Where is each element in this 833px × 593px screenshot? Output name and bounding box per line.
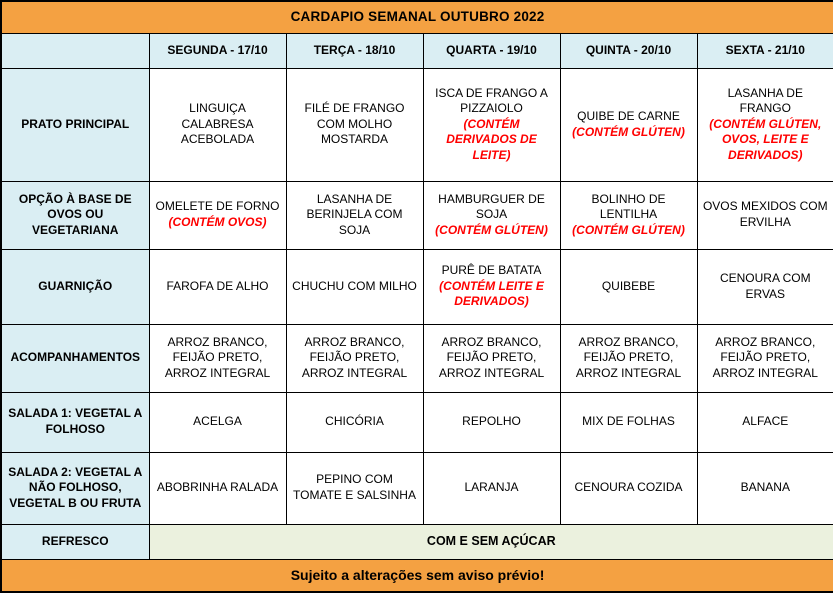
row-label: ACOMPANHAMENTOS bbox=[1, 324, 149, 392]
menu-item-text: OMELETE DE FORNO bbox=[155, 199, 280, 214]
menu-cell bbox=[423, 452, 560, 524]
menu-row-guarnicao bbox=[1, 249, 833, 324]
menu-cell bbox=[149, 324, 286, 392]
row-label: SALADA 1: VEGETAL A FOLHOSO bbox=[1, 392, 149, 452]
menu-cell bbox=[697, 452, 833, 524]
menu-cell bbox=[149, 392, 286, 452]
menu-item-text: PEPINO COM TOMATE E SALSINHA bbox=[293, 472, 416, 502]
menu-row-salada-1-vegetal-a-folhoso bbox=[1, 392, 833, 452]
menu-item-text: ALFACE bbox=[742, 414, 789, 429]
menu-item-text: CENOURA COZIDA bbox=[574, 480, 683, 495]
allergen-note: (CONTÉM GLÚTEN) bbox=[572, 222, 685, 237]
day-header-row bbox=[1, 33, 833, 68]
menu-row-opcao-a-base-de-ovos-ou-vegetariana bbox=[1, 181, 833, 249]
menu-cell bbox=[286, 68, 423, 181]
footer-row bbox=[1, 559, 833, 592]
row-label: OPÇÃO À BASE DE OVOS OU VEGETARIANA bbox=[1, 181, 149, 249]
menu-cell bbox=[423, 324, 560, 392]
corner-cell bbox=[1, 33, 149, 68]
menu-cell bbox=[560, 392, 697, 452]
menu-cell bbox=[560, 181, 697, 249]
allergen-note: (CONTÉM OVOS) bbox=[168, 215, 267, 229]
menu-item-text: MIX DE FOLHAS bbox=[582, 414, 675, 429]
menu-cell bbox=[697, 181, 833, 249]
menu-row-acompanhamentos bbox=[1, 324, 833, 392]
row-label: SALADA 2: VEGETAL A NÃO FOLHOSO, VEGETAL B OU FRUTA bbox=[1, 452, 149, 524]
menu-item-text: BANANA bbox=[740, 480, 790, 495]
row-label: PRATO PRINCIPAL bbox=[1, 68, 149, 181]
menu-cell bbox=[149, 181, 286, 249]
menu-cell bbox=[560, 324, 697, 392]
menu-item-text: ACELGA bbox=[193, 414, 242, 429]
menu-item-text: ARROZ BRANCO, FEIJÃO PRETO, ARROZ INTEGRAL bbox=[438, 334, 545, 380]
allergen-note: (CONTÉM DERIVADOS DE LEITE) bbox=[446, 116, 537, 162]
menu-item-text: OVOS MEXIDOS COM ERVILHA bbox=[702, 199, 828, 229]
menu-cell bbox=[286, 324, 423, 392]
day-header-terca: TERÇA - 18/10 bbox=[286, 33, 423, 68]
menu-item-text: FILÉ DE FRANGO COM MOLHO MOSTARDA bbox=[304, 101, 405, 147]
refresco-value: COM E SEM AÇÚCAR bbox=[149, 524, 833, 559]
footer-note: Sujeito a alterações sem aviso prévio! bbox=[1, 559, 833, 592]
menu-item-text: QUIBE DE CARNE bbox=[577, 108, 680, 123]
refresco-row bbox=[1, 524, 833, 559]
menu-cell bbox=[560, 452, 697, 524]
menu-cell bbox=[697, 249, 833, 324]
menu-cell bbox=[286, 392, 423, 452]
menu-cell bbox=[286, 181, 423, 249]
menu-cell bbox=[697, 324, 833, 392]
menu-item-text: CENOURA COM ERVAS bbox=[719, 270, 811, 301]
menu-item-text: ISCA DE FRANGO A PIZZAIOLO bbox=[435, 85, 548, 116]
menu-row-prato-principal bbox=[1, 68, 833, 181]
row-label-refresco: REFRESCO bbox=[1, 524, 149, 559]
menu-cell bbox=[423, 68, 560, 181]
menu-cell bbox=[423, 181, 560, 249]
menu-item-text: LASANHA DE FRANGO bbox=[727, 85, 803, 116]
menu-item-text: ABOBRINHA RALADA bbox=[156, 480, 279, 495]
page-title: CARDAPIO SEMANAL OUTUBRO 2022 bbox=[1, 1, 833, 33]
day-header-sexta: SEXTA - 21/10 bbox=[697, 33, 833, 68]
menu-cell bbox=[149, 452, 286, 524]
allergen-note: (CONTÉM GLÚTEN, OVOS, LEITE E DERIVADOS) bbox=[709, 116, 822, 162]
menu-row-salada-2-vegetal-a-nao-folhoso-vegetal-b-ou-fruta bbox=[1, 452, 833, 524]
menu-cell bbox=[697, 392, 833, 452]
allergen-note: (CONTÉM GLÚTEN) bbox=[435, 222, 548, 237]
menu-item-text: ARROZ BRANCO, FEIJÃO PRETO, ARROZ INTEGRAL bbox=[575, 334, 682, 380]
menu-item-text: PURÊ DE BATATA bbox=[441, 263, 542, 278]
menu-item-text: ARROZ BRANCO, FEIJÃO PRETO, ARROZ INTEGRAL bbox=[301, 334, 408, 380]
menu-cell bbox=[560, 68, 697, 181]
menu-item-text: QUIBEBE bbox=[601, 278, 656, 293]
menu-cell bbox=[560, 249, 697, 324]
menu-item-text: CHICÓRIA bbox=[325, 414, 384, 429]
menu-cell bbox=[423, 392, 560, 452]
allergen-note: (CONTÉM GLÚTEN) bbox=[572, 124, 685, 139]
allergen-note: (CONTÉM LEITE E DERIVADOS) bbox=[439, 278, 544, 309]
menu-item-text: CHUCHU COM MILHO bbox=[292, 278, 417, 293]
menu-item-text: LINGUIÇA CALABRESA ACEBOLADA bbox=[180, 101, 255, 147]
menu-cell bbox=[423, 249, 560, 324]
menu-cell bbox=[286, 452, 423, 524]
day-header-segunda: SEGUNDA - 17/10 bbox=[149, 33, 286, 68]
row-label: GUARNIÇÃO bbox=[1, 249, 149, 324]
menu-item-text: LARANJA bbox=[464, 480, 519, 495]
menu-cell bbox=[286, 249, 423, 324]
menu-cell bbox=[697, 68, 833, 181]
menu-cell bbox=[149, 68, 286, 181]
menu-item-text: HAMBURGUER DE SOJA bbox=[438, 191, 545, 222]
menu-cell bbox=[149, 249, 286, 324]
day-header-quinta: QUINTA - 20/10 bbox=[560, 33, 697, 68]
menu-item-text: BOLINHO DE LENTILHA bbox=[591, 191, 666, 222]
day-header-quarta: QUARTA - 19/10 bbox=[423, 33, 560, 68]
menu-item-text: FAROFA DE ALHO bbox=[166, 278, 269, 293]
title-row bbox=[1, 1, 833, 33]
menu-body bbox=[1, 68, 833, 524]
menu-item-text: ARROZ BRANCO, FEIJÃO PRETO, ARROZ INTEGRAL bbox=[712, 334, 818, 380]
menu-item-text: LASANHA DE BERINJELA COM SOJA bbox=[306, 191, 403, 237]
menu-item-text: ARROZ BRANCO, FEIJÃO PRETO, ARROZ INTEGRAL bbox=[164, 334, 271, 380]
menu-item-text: REPOLHO bbox=[462, 414, 521, 429]
